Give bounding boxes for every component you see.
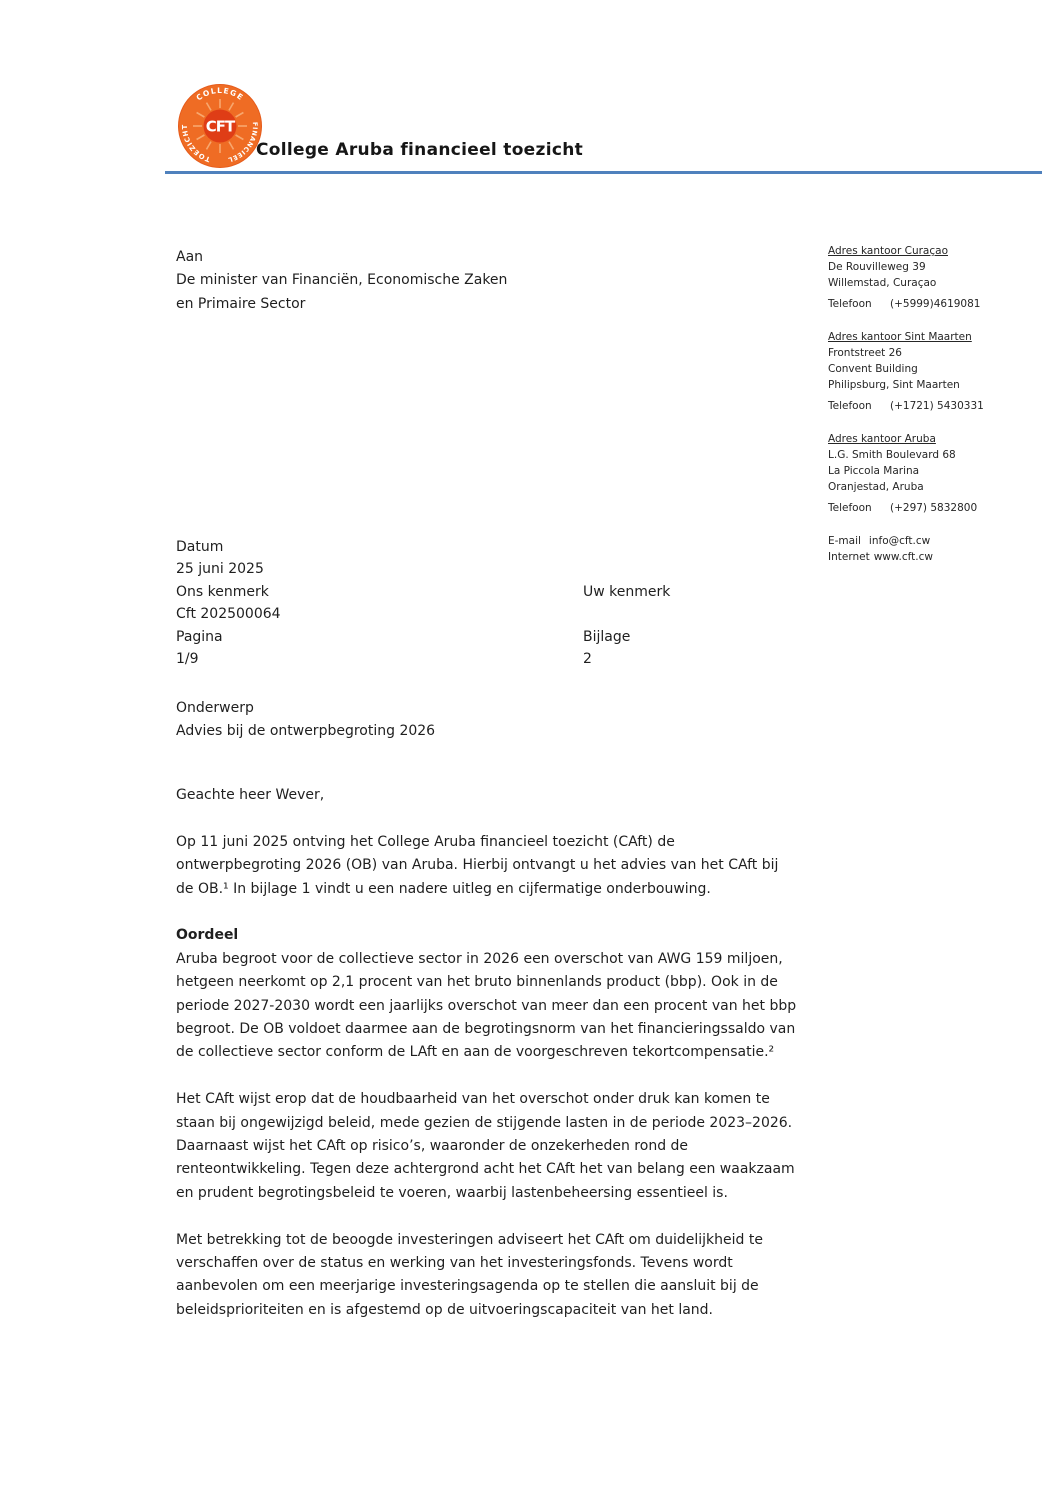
svg-text:CFT: CFT — [205, 117, 235, 136]
text-line: de collectieve sector conform de LAft en aan de voorgeschreven tekortcompensatie.² — [176, 1044, 775, 1061]
text-line: Daarnaast wijst het CAft op risico’s, waaronder de onzekerheden rond de — [176, 1138, 689, 1155]
email-address: info@cft.cw — [868, 535, 931, 547]
text-line: en Primaire Sector — [176, 295, 306, 312]
email-label: E-mail — [828, 535, 861, 547]
svg-text:TOEZICHT: TOEZICHT — [180, 123, 212, 164]
phone-label: Telefoon — [828, 298, 872, 310]
contact-sidebar — [828, 243, 1050, 565]
empty-cell — [583, 558, 916, 580]
letter-meta-block — [176, 536, 916, 670]
text-line: Frontstreet 26 — [828, 347, 902, 359]
phone-number: (+1721) 5430331 — [890, 400, 984, 412]
text-line: Het CAft wijst erop dat de houdbaarheid van het overschot onder druk kan komen te — [176, 1091, 770, 1108]
text-line: L.G. Smith Boulevard 68 — [828, 449, 956, 461]
phone-row — [828, 296, 1050, 312]
text-line: periode 2027-2030 wordt een jaarlijks overschot van meer dan een procent van het bbp — [176, 997, 797, 1014]
header-divider — [165, 171, 1042, 174]
office-title: Adres kantoor Sint Maarten — [828, 331, 972, 343]
office-title: Adres kantoor Curaçao — [828, 245, 948, 257]
text-line: Philipsburg, Sint Maarten — [828, 379, 960, 391]
pagina-value: 1/9 — [176, 651, 199, 668]
office-address-lines — [828, 345, 1050, 393]
meta-row-datum-label — [176, 536, 916, 558]
ons-kenmerk-label: Ons kenmerk — [176, 583, 269, 600]
text-line: verschaffen over de status en werking van het investeringsfonds. Tevens wordt — [176, 1255, 733, 1272]
text-line: de OB.¹ In bijlage 1 vindt u een nadere uitleg en cijfermatige onderbouwing. — [176, 880, 711, 897]
bijlage-value: 2 — [583, 651, 592, 668]
pagina-label: Pagina — [176, 628, 223, 645]
datum-label: Datum — [176, 539, 224, 555]
empty-cell — [583, 536, 916, 558]
uw-kenmerk-label: Uw kenmerk — [583, 583, 671, 600]
subject-label: Onderwerp — [176, 700, 254, 716]
text-line: Convent Building — [828, 363, 918, 375]
phone-row — [828, 500, 1050, 516]
subject-value: Advies bij de ontwerpbegroting 2026 — [176, 723, 436, 740]
svg-text:FINANCIEEL: FINANCIEEL — [226, 121, 260, 165]
text-line: ontwerpbegroting 2026 (OB) van Aruba. Hierbij ontvangt u het advies van het CAft bij — [176, 857, 779, 874]
phone-row — [828, 398, 1050, 414]
meta-row-pagina-values — [176, 648, 916, 670]
subject-block — [176, 697, 435, 744]
text-line: Op 11 juni 2025 ontving het College Aruba financieel toezicht (CAft) de — [176, 833, 675, 850]
uw-kenmerk-value — [583, 603, 916, 625]
bijlage-label: Bijlage — [583, 628, 631, 645]
paragraph-risks — [176, 1088, 916, 1205]
paragraph-intro — [176, 831, 916, 901]
cft-logo-icon — [178, 84, 262, 168]
meta-row-datum-value — [176, 558, 916, 580]
office-aruba — [828, 431, 1050, 516]
text-line: Oranjestad, Aruba — [828, 481, 924, 493]
phone-label: Telefoon — [828, 502, 872, 514]
datum-value: 25 juni 2025 — [176, 561, 264, 578]
internet-label: Internet — [828, 551, 870, 563]
text-line: De minister van Financiën, Economische Zaken — [176, 272, 508, 289]
text-line: Willemstad, Curaçao — [828, 277, 937, 289]
text-line: Aruba begroot voor de collectieve sector in 2026 een overschot van AWG 159 miljoen, — [176, 950, 783, 967]
text-line: De Rouvilleweg 39 — [828, 261, 926, 273]
text-line: La Piccola Marina — [828, 465, 920, 477]
phone-number: (+5999)4619081 — [890, 298, 981, 310]
text-line: beleidsprioriteiten en is afgestemd op de uitvoeringscapaciteit van het land. — [176, 1301, 714, 1318]
text-line: staan bij ongewijzigd beleid, mede gezien de stijgende lasten in de periode 2023–2026. — [176, 1114, 793, 1131]
text-line: Met betrekking tot de beoogde investeringen adviseert het CAft om duidelijkheid te — [176, 1231, 763, 1248]
office-address-lines — [828, 259, 1050, 291]
letter-body — [176, 784, 916, 1346]
salutation: Geachte heer Wever, — [176, 787, 325, 803]
meta-row-kenmerk-values — [176, 603, 916, 625]
text-line: hetgeen neerkomt op 2,1 procent van het bruto binnenlands product (bbp). Ook in de — [176, 974, 778, 991]
oordeel-heading: Oordeel — [176, 927, 239, 944]
office-sint-maarten — [828, 329, 1050, 414]
phone-label: Telefoon — [828, 400, 872, 412]
text-line: begroot. De OB voldoet daarmee aan de begrotingsnorm van het financieringssaldo van — [176, 1021, 796, 1038]
text-line: renteontwikkeling. Tegen deze achtergrond acht het CAft het van belang een waakzaam — [176, 1161, 795, 1178]
phone-number: (+297) 5832800 — [890, 502, 978, 514]
ons-kenmerk-value: Cft 202500064 — [176, 606, 281, 623]
office-curacao — [828, 243, 1050, 312]
meta-row-pagina-labels — [176, 626, 916, 648]
recipient-lines — [176, 269, 507, 316]
office-address-lines — [828, 447, 1050, 495]
paragraph-investments — [176, 1229, 916, 1323]
cft-seal-icon — [178, 84, 262, 168]
meta-row-kenmerk-labels — [176, 581, 916, 603]
recipient-block — [176, 246, 507, 316]
text-line: aanbevolen om een meerjarige investeringsagenda op te stellen die aansluit bij de — [176, 1278, 759, 1295]
paragraph-oordeel — [176, 948, 916, 1065]
recipient-label: Aan — [176, 249, 204, 265]
svg-text:COLLEGE: COLLEGE — [194, 86, 246, 103]
internet-address: www.cft.cw — [873, 551, 933, 563]
page-title: College Aruba financieel toezicht — [256, 140, 584, 160]
office-title: Adres kantoor Aruba — [828, 433, 936, 445]
text-line: en prudent begrotingsbeleid te voeren, waarbij lastenbeheersing essentieel is. — [176, 1184, 728, 1201]
